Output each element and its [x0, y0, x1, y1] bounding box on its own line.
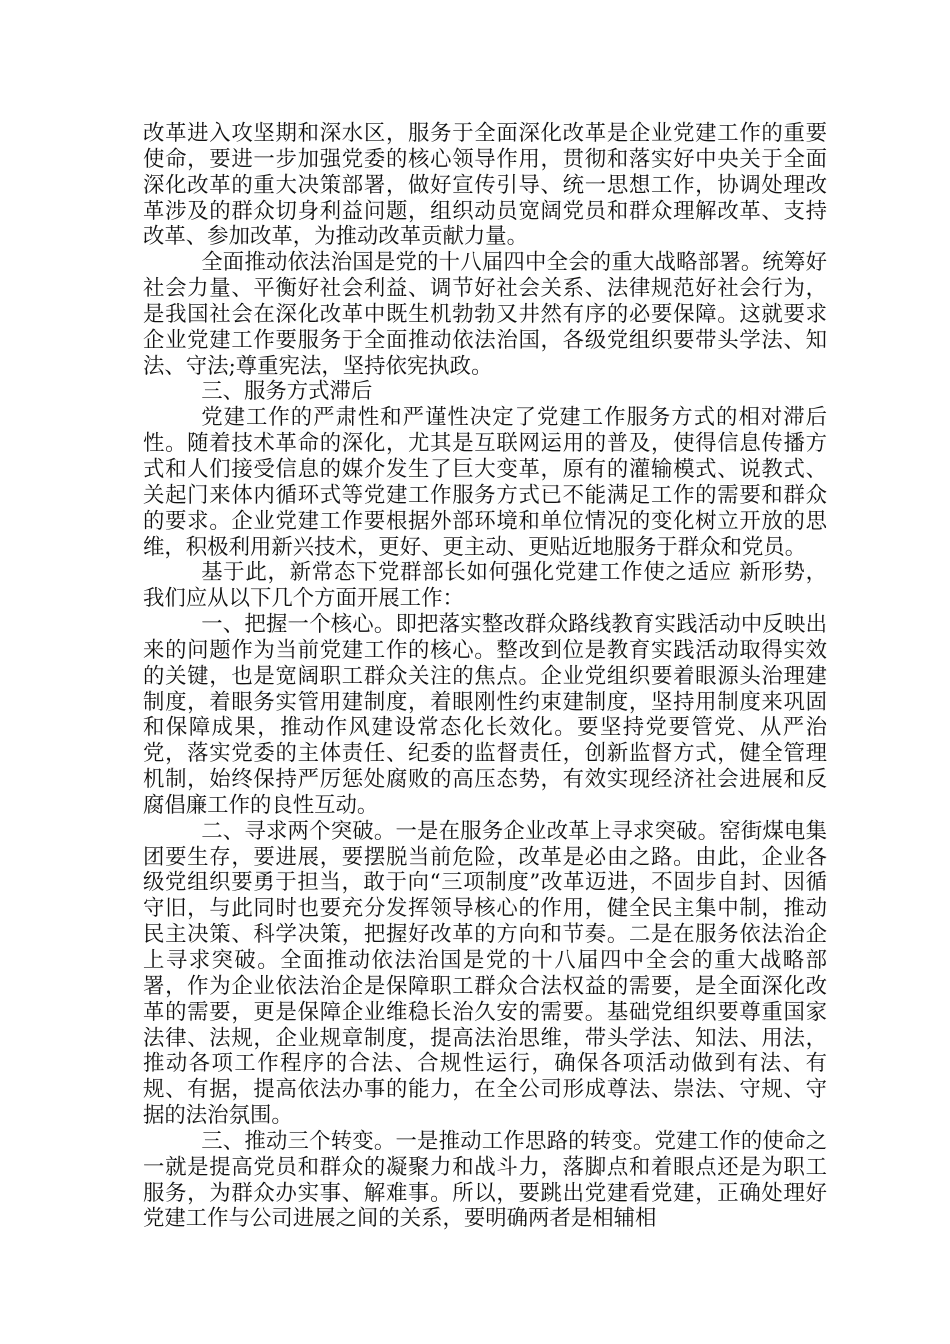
document-page	[143, 121, 827, 1232]
paragraph-rule-of-law: 全面推动依法治国是党的十八届四中全会的重大战略部署。统筹好社会力量、平衡好社会利益、调节好社会关系、法律规范好社会行为，是我国社会在深化改革中既生机勃勃又井然有序的必要保障。这就要求企业党建工作要服务于全面推动依法治国，各级党组织要带头学法、知法、守法;尊重宪法，坚持依宪执政。	[143, 250, 827, 379]
paragraph-new-normal: 基于此，新常态下党群部长如何强化党建工作使之适应 新形势，我们应从以下几个方面开展工作：	[143, 560, 827, 612]
paragraph-one-core: 一、把握一个核心。即把落实整改群众路线教育实践活动中反映出来的问题作为当前党建工作的核心。整改到位是教育实践活动取得实效的关键，也是宽阔职工群众关注的焦点。企业党组织要着眼源头治理建制度，着眼务实管用建制度，着眼刚性约束建制度，坚持用制度来巩固和保障成果，推动作风建设常态化长效化。要坚持党要管党、从严治党，落实党委的主体责任、纪委的监督责任，创新监督方式，健全管理机制，始终保持严厉惩处腐败的高压态势，有效实现经济社会进展和反腐倡廉工作的良性互动。	[143, 612, 827, 818]
paragraph-three-changes: 三、推动三个转变。一是推动工作思路的转变。党建工作的使命之一就是提高党员和群众的凝聚力和战斗力，落脚点和着眼点还是为职工服务，为群众办实事、解难事。所以，要跳出党建看党建，正确处理好党建工作与公司进展之间的关系，要明确两者是相辅相	[143, 1128, 827, 1232]
paragraph-reform-continuation: 改革进入攻坚期和深水区，服务于全面深化改革是企业党建工作的重要使命，要进一步加强党委的核心领导作用，贯彻和落实好中央关于全面深化改革的重大决策部署，做好宣传引导、统一思想工作，协调处理改革涉及的群众切身利益问题，组织动员宽阔党员和群众理解改革、支持改革、参加改革，为推动改革贡献力量。	[143, 121, 827, 250]
paragraph-two-breakthroughs: 二、寻求两个突破。一是在服务企业改革上寻求突破。窑街煤电集团要生存，要进展，要摆脱当前危险，改革是必由之路。由此，企业各级党组织要勇于担当，敢于向“三项制度”改革迈进，不固步自封、因循守旧，与此同时也要充分发挥领导核心的作用，健全民主集中制，推动民主决策、科学决策，把握好改革的方向和节奏。二是在服务依法治企上寻求突破。全面推动依法治国是党的十八届四中全会的重大战略部署，作为企业依法治企是保障职工群众合法权益的需要，是全面深化改革的需要，更是保障企业维稳长治久安的需要。基础党组织要尊重国家法律、法规，企业规章制度，提高法治思维，带头学法、知法、用法，推动各项工作程序的合法、合规性运行，确保各项活动做到有法、有规、有据，提高依法办事的能力，在全公司形成尊法、崇法、守规、守据的法治氛围。	[143, 818, 827, 1129]
section-heading-service-lag: 三、服务方式滞后	[201, 379, 373, 405]
paragraph-service-lag: 党建工作的严肃性和严谨性决定了党建工作服务方式的相对滞后性。随着技术革命的深化，尤其是互联网运用的普及，使得信息传播方式和人们接受信息的媒介发生了巨大变革，原有的灌输模式、说教式、关起门来体内循环式等党建工作服务方式已不能满足工作的需要和群众的要求。企业党建工作要根据外部环境和单位情况的变化树立开放的思维，积极利用新兴技术，更好、更主动、更贴近地服务于群众和党员。	[143, 405, 827, 560]
